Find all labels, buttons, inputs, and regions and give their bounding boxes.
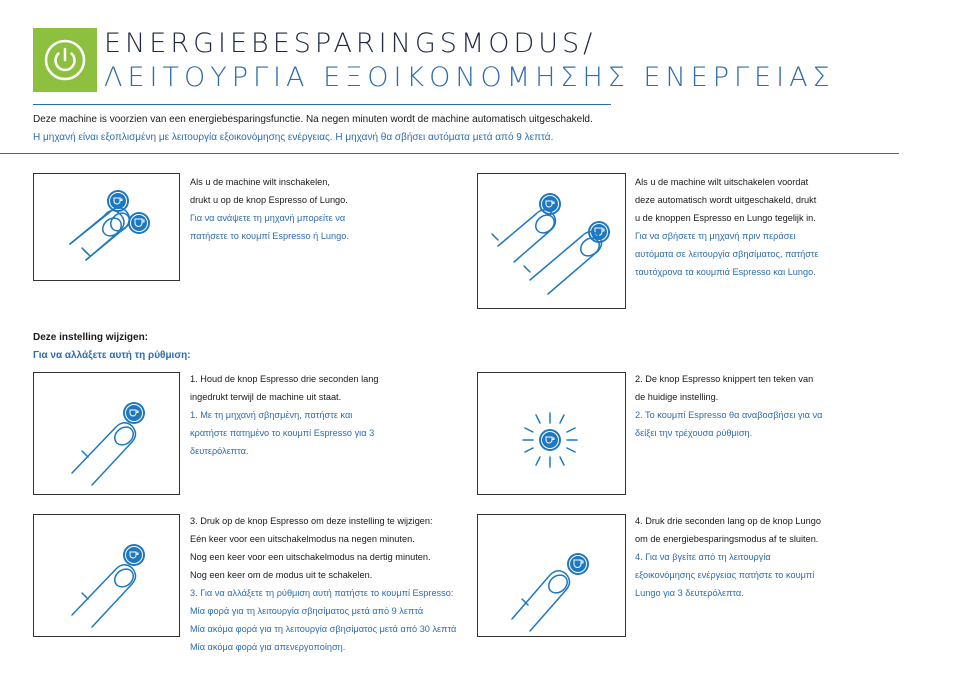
illustration-step-1 bbox=[33, 372, 180, 495]
step-1-nl-line: ingedrukt terwijl de machine uit staat. bbox=[190, 392, 342, 402]
illustration-switch-on bbox=[33, 173, 180, 281]
switch-off-nl-line: Als u de machine wilt uitschakelen voordat bbox=[635, 177, 809, 187]
espresso-button-icon bbox=[123, 402, 145, 424]
switch-on-nl-line: drukt u op de knop Espresso of Lungo. bbox=[190, 195, 348, 205]
espresso-button-icon bbox=[123, 544, 145, 566]
step-4-text bbox=[635, 512, 895, 602]
page-title: ENERGIEBESPARINGSMODUS/ bbox=[104, 28, 597, 59]
step-3-gr-line: Μία φορά για τη λειτουργία σβησίματος μετά από 9 λεπτά bbox=[190, 606, 424, 616]
illustration-step-2 bbox=[477, 372, 626, 495]
change-setting-heading-greek: Για να αλλάξετε αυτή τη ρύθμιση: bbox=[33, 350, 191, 361]
switch-on-nl-line: Als u de machine wilt inschakelen, bbox=[190, 177, 330, 187]
switch-off-gr-line: ταυτόχρονα τα κουμπιά Espresso και Lungo. bbox=[635, 267, 816, 277]
step-1-nl-line: 1. Houd de knop Espresso drie seconden lang bbox=[190, 374, 379, 384]
step-4-nl-line: 4. Druk drie seconden lang op de knop Lungo bbox=[635, 516, 821, 526]
step-3-nl-line: 3. Druk op de knop Espresso om deze instelling te wijzigen: bbox=[190, 516, 433, 526]
power-icon bbox=[44, 39, 86, 81]
illustration-step-4 bbox=[477, 514, 626, 637]
step-2-nl-line: de huidige instelling. bbox=[635, 392, 719, 402]
intro-text: Deze machine is voorzien van een energiebesparingsfunctie. Na negen minuten wordt de machine automatisch uitgeschakeld. bbox=[33, 114, 593, 125]
step-3-gr-line: Μία ακόμα φορά για τη λειτουργία σβησίματος μετά από 30 λεπτά bbox=[190, 624, 457, 634]
step-3-nl-line: Nog een keer voor een uitschakelmodus na dertig minuten. bbox=[190, 552, 431, 562]
step-1-text bbox=[190, 370, 460, 460]
step-4-gr-line: Lungo για 3 δευτερόλεπτα. bbox=[635, 588, 744, 598]
switch-off-nl-line: u de knoppen Espresso en Lungo tegelijk in. bbox=[635, 213, 816, 223]
step-3-text bbox=[190, 512, 480, 656]
illustration-step-3 bbox=[33, 514, 180, 637]
step-1-gr-line: κρατήστε πατημένο το κουμπί Espresso για 3 bbox=[190, 428, 375, 438]
step-1-gr-line: δευτερόλεπτα. bbox=[190, 446, 249, 456]
step-2-nl-line: 2. De knop Espresso knippert ten teken van bbox=[635, 374, 814, 384]
step-2-text bbox=[635, 370, 895, 442]
intro-divider bbox=[0, 153, 899, 154]
illustration-switch-off bbox=[477, 173, 626, 309]
step-4-nl-line: om de energiebesparingsmodus af te sluiten. bbox=[635, 534, 819, 544]
step-3-gr-line: Μία ακόμα φορά για απενεργοποίηση. bbox=[190, 642, 346, 652]
intro-text-greek: Η μηχανή είναι εξοπλισμένη με λειτουργία εξοικονόμησης ενέργειας. Η μηχανή θα σβήσει αυτόματα μετά από 9 λεπτά. bbox=[33, 132, 554, 143]
step-4-gr-line: 4. Για να βγείτε από τη λειτουργία bbox=[635, 552, 771, 562]
step-4-gr-line: εξοικονόμησης ενέργειας πατήστε το κουμπί bbox=[635, 570, 815, 580]
step-3-nl-line: Nog een keer om de modus uit te schakelen. bbox=[190, 570, 373, 580]
lungo-button-icon bbox=[567, 553, 589, 575]
switch-off-text bbox=[635, 173, 895, 281]
switch-off-gr-line: Για να σβήσετε τη μηχανή πριν περάσει bbox=[635, 231, 796, 241]
lungo-button-icon bbox=[128, 212, 150, 234]
title-divider bbox=[33, 104, 611, 105]
switch-off-gr-line: αυτόματα σε λειτουργία σβησίματος, πατήστε bbox=[635, 249, 819, 259]
page-title-greek: ΛΕΙΤΟΥΡΓΙΑ ΕΞΟΙΚΟΝΟΜΗΣΗΣ ΕΝΕΡΓΕΙΑΣ bbox=[104, 62, 835, 93]
switch-on-text bbox=[190, 173, 460, 245]
espresso-button-blinking-icon bbox=[539, 429, 561, 451]
switch-on-gr-line: πατήσετε το κουμπί Espresso ή Lungo. bbox=[190, 231, 349, 241]
power-badge bbox=[33, 28, 97, 92]
step-2-gr-line: δείξει την τρέχουσα ρύθμιση. bbox=[635, 428, 753, 438]
step-1-gr-line: 1. Με τη μηχανή σβησμένη, πατήστε και bbox=[190, 410, 353, 420]
step-3-gr-line: 3. Για να αλλάξετε τη ρύθμιση αυτή πατήστε το κουμπί Espresso: bbox=[190, 588, 454, 598]
switch-off-nl-line: deze automatisch wordt uitgeschakeld, drukt bbox=[635, 195, 817, 205]
espresso-button-icon bbox=[107, 190, 129, 212]
step-3-nl-line: Eén keer voor een uitschakelmodus na negen minuten. bbox=[190, 534, 415, 544]
step-2-gr-line: 2. Το κουμπί Espresso θα αναβοσβήσει για να bbox=[635, 410, 823, 420]
change-setting-heading: Deze instelling wijzigen: bbox=[33, 332, 149, 343]
switch-on-gr-line: Για να ανάψετε τη μηχανή μπορείτε να bbox=[190, 213, 346, 223]
